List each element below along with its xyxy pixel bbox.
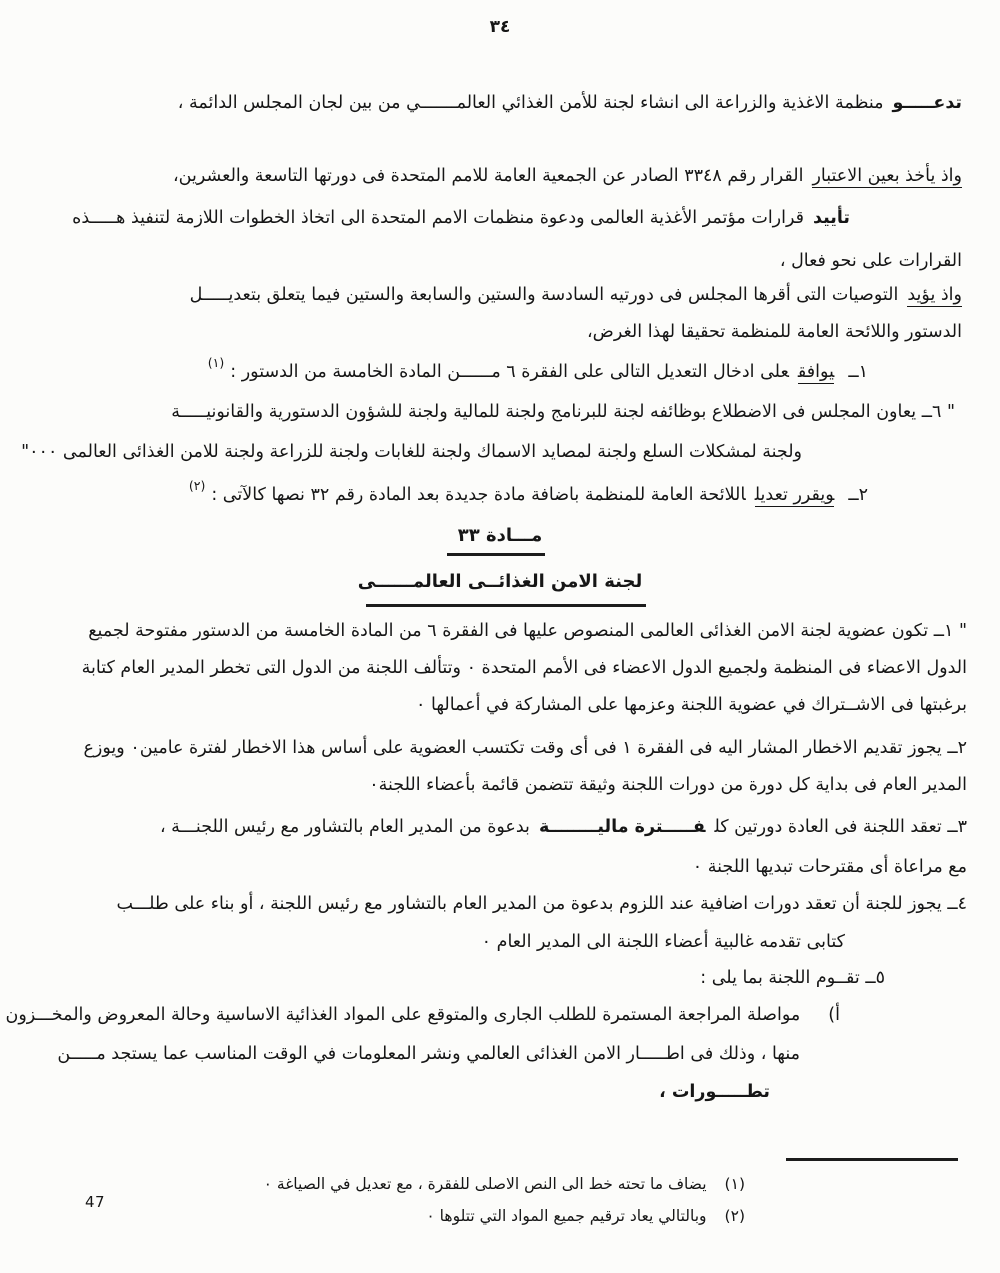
preamble-considering-line-2-rest: قرارات مؤتمر الأغذية العالمى ودعوة منظمات الامم المتحدة الى اتخاذ الخطوات اللازمة لتنفيذ هـــــذه: [72, 208, 805, 228]
preamble-considering-underlined: واذ يأخذ بعين الاعتبار: [812, 166, 962, 186]
preamble-considering-line-1-rest: القرار رقم ٣٣٤٨ الصادر عن الجمعية العامة للامم المتحدة فى دورتها التاسعة والعشرين،: [173, 166, 804, 186]
operative-item-1: [207, 355, 868, 384]
article-33-subheading: لجنة الامن الغذائــى العالمــــــى: [357, 571, 643, 592]
operative-item-2-number: ٢ــ: [848, 484, 868, 505]
footnote-ref-1: (١): [207, 355, 225, 370]
page-number-top: ٣٤: [489, 17, 511, 37]
preamble-considering-line-1: [173, 165, 962, 189]
article-para-3-line-2: مع مراعاة أى مقترحات تبديها اللجنة ٠: [692, 857, 967, 877]
sub-item-a-line-1-text: مواصلة المراجعة المستمرة للطلب الجارى والمتوقع على المواد الغذائية الاساسية وحالة المعروض والمخـــزون: [5, 1005, 801, 1025]
footnote-1: [264, 1174, 745, 1194]
operative-item-2-rest: اللائحة العامة للمنظمة باضافة مادة جديدة بعد المادة رقم ٣٢ نصها كالآتى :: [211, 484, 746, 505]
article-para-1-line-2: الدول الاعضاء فى المنظمة ولجميع الدول الاعضاء فى الأمم المتحدة ٠ وتتألف اللجنة من الدول التى تخطر المدير العام كتابة: [81, 658, 967, 678]
operative-item-1-underlined: يوافق: [797, 361, 835, 382]
footnote-ref-2: (٢): [188, 478, 206, 493]
footnote-2-marker: (٢): [724, 1207, 745, 1225]
preamble-endorsing-line-1: [190, 284, 962, 308]
preamble-invite-rest: منظمة الاغذية والزراعة الى انشاء لجنة للأمن الغذائي العالمـــــــي من بين لجان المجلس الدائمة ،: [177, 93, 884, 113]
quoted-paragraph6-line-2: ولجنة لمشكلات السلع ولجنة لمصايد الاسماك ولجنة للغابات ولجنة للزراعة ولجنة للامن الغذائى العالمى ٠٠٠": [21, 442, 802, 462]
article-para-3-line-1-post: بدعوة من المدير العام بالتشاور مع رئيس اللجنـــة ،: [159, 817, 530, 837]
footnote-2: [426, 1206, 745, 1226]
article-para-3-line-1-bold: فـــــترة ماليــــــــة: [538, 817, 706, 837]
article-33-heading-rule: [447, 553, 545, 556]
article-33-subheading-rule: [366, 604, 646, 607]
article-para-2-line-1: ٢ــ يجوز تقديم الاخطار المشار اليه فى الفقرة ١ فى أى وقت تكتسب العضوية على أساس هذا الاخطار لفترة عامين٠ ويوزع: [83, 738, 967, 758]
footnote-1-text: يضاف ما تحته خط الى النص الاصلى للفقرة ، مع تعديل في الصياغة ٠: [263, 1175, 707, 1193]
preamble-considering-line-2: [72, 207, 850, 231]
sub-item-a-marker: أ): [828, 1005, 840, 1025]
article-para-3-line-1: [160, 816, 967, 840]
article-para-1-line-3: برغبتها فى الاشــتراك في عضوية اللجنة وعزمها على المشاركة في أعمالها ٠: [416, 695, 967, 715]
operative-item-1-number: ١ــ: [848, 361, 868, 382]
sub-item-a-line-3: تطـــــورات ،: [659, 1082, 770, 1102]
article-para-4-line-1: ٤ــ يجوز للجنة أن تعقد دورات اضافية عند اللزوم بدعوة من المدير العام بالتشاور مع رئيس اللجنة ، أو بناء على طلـــب: [116, 894, 967, 914]
article-para-1-line-1: " ١ــ تكون عضوية لجنة الامن الغذائى العالمى المنصوص عليها فى الفقرة ٦ من المادة الخامسة من الدستور مفتوحة لجميع: [88, 621, 967, 641]
footnote-2-text: وبالتالي يعاد ترقيم جميع المواد التي تتلوها ٠: [426, 1207, 707, 1225]
preamble-invite-line: [178, 92, 962, 116]
operative-item-1-rest: على ادخال التعديل التالى على الفقرة ٦ مــــــن المادة الخامسة من الدستور :: [230, 361, 789, 382]
article-para-3-line-1-pre: ٣ــ تعقد اللجنة فى العادة دورتين كل: [714, 817, 967, 837]
preamble-endorsing-underlined: واذ يؤيد: [907, 285, 962, 305]
page-number-bottom: 47: [85, 1193, 106, 1211]
article-para-2-line-2: المدير العام فى بداية كل دورة من دورات اللجنة وثيقة تتضمن قائمة بأعضاء اللجنة٠: [369, 775, 967, 795]
preamble-considering-line-2-lead: تأييد: [813, 208, 850, 228]
preamble-endorsing-line-2: الدستور واللائحة العامة للمنظمة تحقيقا لهذا الغرض،: [587, 322, 962, 342]
operative-item-2: [188, 478, 868, 507]
quoted-paragraph6-line-1: " ٦ــ يعاون المجلس فى الاضطلاع بوظائفه لجنة للبرنامج ولجنة للمالية ولجنة للشؤون الدستورية والقانونيـــــة: [171, 402, 955, 422]
preamble-considering-line-3: القرارات على نحو فعال ،: [779, 251, 962, 271]
operative-item-2-underlined: ويقرر تعديل: [754, 484, 835, 505]
article-para-5-lead: ٥ــ تقــوم اللجنة بما يلى :: [700, 968, 885, 988]
preamble-endorsing-line-1-rest: التوصيات التى أقرها المجلس فى دورتيه السادسة والستين والسابعة والستين فيما يتعلق بتعديـــــل: [189, 285, 899, 305]
footnote-1-marker: (١): [724, 1175, 745, 1193]
article-para-4-line-2: كتابى تقدمه غالبية أعضاء اللجنة الى المدير العام ٠: [481, 932, 845, 952]
preamble-invite-lead: تدعـــــو: [892, 93, 962, 113]
sub-item-a-line-1: [5, 1004, 840, 1028]
footnote-separator-rule: [786, 1158, 958, 1161]
sub-item-a-line-2: منها ، وذلك فى اطـــــار الامن الغذائى العالمي ونشر المعلومات في الوقت المناسب عما يستجد مـــــن: [57, 1044, 800, 1064]
article-33-heading: مـــادة ٣٣: [457, 525, 543, 546]
